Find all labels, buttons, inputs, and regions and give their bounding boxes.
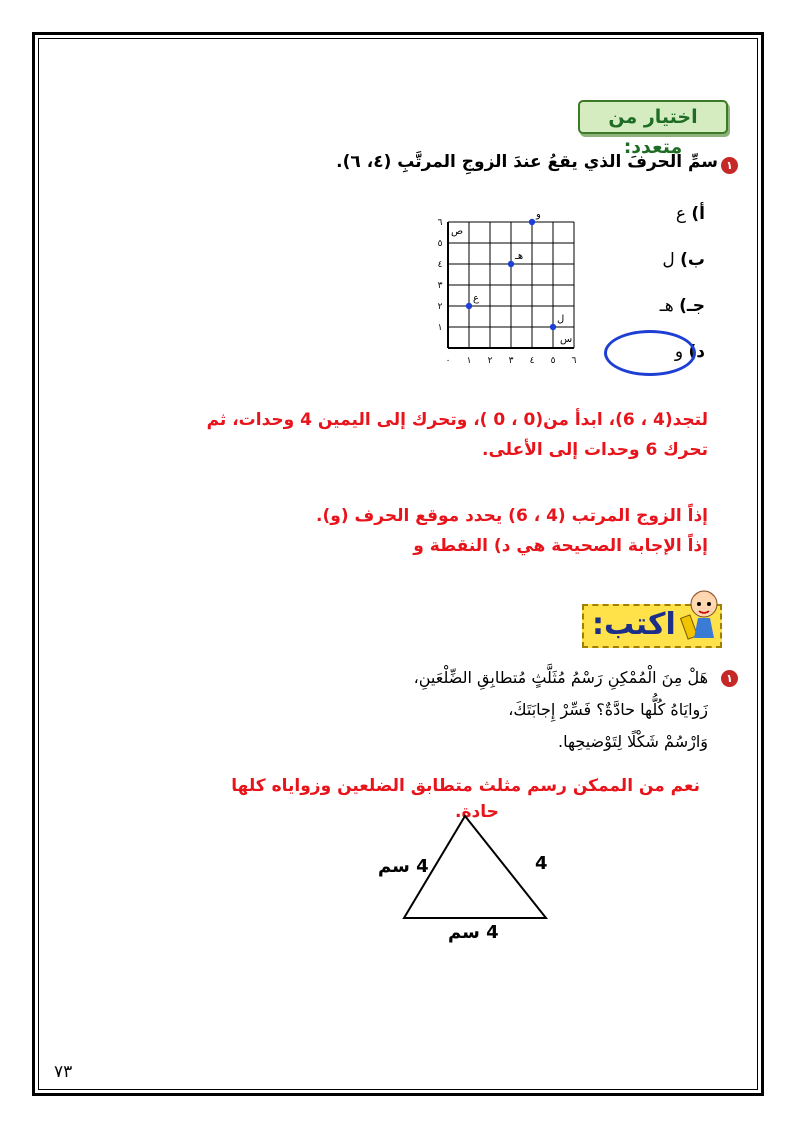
- multiple-choice-header: اختيار من متعدد:: [578, 100, 728, 134]
- grid-point: [508, 261, 514, 267]
- question-1-text: سمِّ الحرفَ الذي يقعُ عندَ الزوجِ المرتَّبِ (٤، ٦).: [336, 152, 718, 172]
- y-tick-label: ٥: [437, 239, 443, 249]
- x-tick-label: ٥: [550, 356, 556, 366]
- grid-point: [550, 324, 556, 330]
- solution-1-line-3: إذاً الزوج المرتب (4 ، 6) يحدد موقع الحرف (و).: [316, 506, 708, 526]
- x-tick-label: ١: [466, 356, 472, 366]
- grid-point-label: ل: [557, 314, 565, 325]
- y-tick-label: ٣: [437, 281, 443, 291]
- coordinate-grid: [420, 196, 590, 371]
- x-axis-label: س: [560, 334, 573, 345]
- triangle-left-side-label: 4 سم: [378, 856, 429, 877]
- answer-2-line-2: حادة.: [455, 802, 499, 822]
- x-tick-label: ٦: [571, 356, 577, 366]
- y-tick-label: ٤: [437, 260, 443, 270]
- grid-point-label: ع: [473, 293, 479, 304]
- grid-point-label: و: [536, 209, 541, 220]
- option-b[interactable]: [662, 250, 705, 270]
- option-b-key: ب): [680, 250, 705, 270]
- option-d-value: و: [674, 342, 684, 362]
- option-c[interactable]: [660, 296, 705, 316]
- write-header: اكتب:: [582, 604, 722, 648]
- triangle-base-label: 4 سم: [448, 922, 499, 943]
- correct-answer-circle: [604, 330, 696, 376]
- question-2-line-2: زَوايَاهُ كُلُّها حادَّةٌ؟ فَسِّرْ إِجابَتَكَ،: [508, 700, 708, 719]
- pencil-character-icon: [676, 582, 732, 642]
- y-tick-label: ١: [437, 323, 443, 333]
- x-tick-label: ٢: [487, 356, 493, 366]
- x-tick-label: ٠: [445, 356, 451, 366]
- page-number: ٧٣: [54, 1062, 73, 1082]
- question-1-badge: ١: [721, 157, 738, 174]
- option-a-value: ع: [675, 204, 686, 224]
- solution-1-line-4: إذاً الإجابة الصحيحة هي د) النقطة و: [413, 536, 708, 556]
- answer-2-line-1: نعم من الممكن رسم مثلث متطابق الضلعين وزواياه كلها: [231, 776, 700, 796]
- solution-1-line-1: لتجد(4 ، 6)، ابدأ من(0 ، 0 )، وتحرك إلى اليمين 4 وحدات، ثم: [206, 410, 708, 430]
- grid-point: [466, 303, 472, 309]
- y-tick-label: ٦: [437, 218, 443, 228]
- option-c-key: جـ): [679, 296, 705, 316]
- x-tick-label: ٣: [508, 356, 514, 366]
- question-2-badge: ١: [721, 670, 738, 687]
- grid-point: [529, 219, 535, 225]
- solution-1-line-2: تحرك 6 وحدات إلى الأعلى.: [482, 440, 708, 460]
- y-tick-label: ٢: [437, 302, 443, 312]
- option-a-key: أ): [691, 204, 705, 224]
- triangle-right-side-label: 4: [535, 853, 548, 874]
- option-b-value: ل: [662, 250, 675, 270]
- option-a[interactable]: [676, 204, 705, 224]
- question-2-line-3: وَارْسُمْ شَكْلًا لِتَوْضيحِها.: [558, 732, 708, 751]
- question-2-line-1: هَلْ مِنَ الْمُمْكِنِ رَسْمُ مُثَلَّثٍ مُتطابِقِ الضِّلْعَينِ،: [413, 668, 708, 687]
- y-axis-label: ص: [451, 226, 464, 237]
- option-c-value: هـ: [659, 296, 674, 316]
- page-border-inner: [38, 38, 758, 1090]
- option-d-key: د): [688, 342, 705, 362]
- grid-point-label: هـ: [515, 251, 524, 262]
- x-tick-label: ٤: [529, 356, 535, 366]
